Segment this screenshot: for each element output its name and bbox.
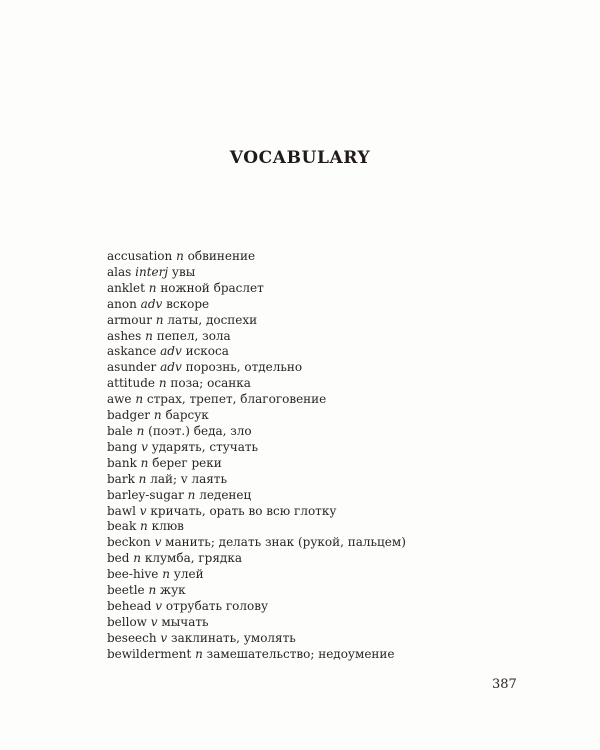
entry-word: bawl [107, 503, 136, 518]
entry-word: accusation [107, 249, 173, 263]
entry-translation: отрубать голову [165, 598, 269, 613]
vocabulary-entry [107, 281, 406, 297]
entry-translation: замешательство; недоумение [206, 646, 395, 661]
vocabulary-entry [107, 488, 406, 504]
vocabulary-entry [107, 615, 406, 631]
entry-word: bank [107, 455, 137, 470]
entry-part-of-speech: n [155, 312, 164, 327]
entry-part-of-speech: n [187, 487, 196, 502]
vocabulary-entry [107, 567, 406, 583]
entry-word: anon [107, 296, 137, 311]
entry-word: anklet [107, 280, 145, 295]
entry-translation: леденец [199, 487, 252, 502]
entry-word: behead [107, 598, 152, 613]
entry-translation: латы, доспехи [167, 312, 258, 327]
entry-part-of-speech: n [148, 583, 157, 598]
entry-translation: лай; v лаять [150, 471, 227, 486]
entry-translation: увы [171, 264, 196, 279]
vocabulary-entry [107, 535, 406, 551]
vocabulary-entry [107, 599, 406, 615]
entry-translation: барсук [165, 408, 209, 423]
entry-word: alas [107, 264, 132, 279]
entry-word: armour [107, 312, 152, 327]
entry-word: beseech [107, 630, 157, 645]
entry-part-of-speech: v [154, 535, 162, 550]
vocabulary-entry [107, 249, 406, 265]
entry-translation: кричать, орать во всю глотку [150, 503, 337, 518]
entry-translation: берег реки [152, 455, 222, 470]
entry-translation: заклинать, умолять [171, 630, 296, 645]
entry-word: bark [107, 471, 135, 486]
vocabulary-entry [107, 504, 406, 520]
vocabulary-entry [107, 519, 406, 535]
entry-word: barley-sugar [107, 487, 184, 502]
vocabulary-entry [107, 360, 406, 376]
vocabulary-entry [107, 472, 406, 488]
entry-translation: искоса [185, 344, 229, 359]
entry-word: bellow [107, 614, 147, 629]
entry-translation: обвинение [187, 249, 256, 263]
entry-part-of-speech: v [155, 598, 163, 613]
vocabulary-entry [107, 440, 406, 456]
entry-word: beckon [107, 535, 151, 550]
vocabulary-entry [107, 551, 406, 567]
entry-part-of-speech: n [148, 280, 157, 295]
entry-word: bang [107, 439, 138, 454]
vocabulary-entry [107, 297, 406, 313]
entry-part-of-speech: n [136, 423, 145, 438]
entry-part-of-speech: n [158, 376, 167, 391]
entry-translation: порознь, отдельно [185, 360, 303, 375]
entry-translation: улей [173, 567, 204, 582]
entry-translation: поза; осанка [170, 376, 251, 391]
entry-translation: мычать [161, 614, 209, 629]
entry-word: bed [107, 551, 130, 566]
page-number: 387 [492, 677, 517, 692]
vocabulary-entry [107, 583, 406, 599]
entry-part-of-speech: n [153, 408, 162, 423]
entry-word: bewilderment [107, 646, 192, 661]
entry-translation: ударять, стучать [151, 439, 259, 454]
entry-part-of-speech: n [176, 249, 184, 263]
entry-part-of-speech: v [141, 439, 148, 454]
entry-part-of-speech: adv [160, 344, 182, 359]
entry-part-of-speech: n [140, 519, 148, 534]
entry-translation: пепел, зола [156, 328, 231, 343]
vocabulary-entry [107, 376, 406, 392]
entry-translation: (поэт.) беда, зло [148, 423, 252, 438]
entry-part-of-speech: n [133, 551, 142, 566]
entry-part-of-speech: v [150, 614, 158, 629]
entry-word: beetle [107, 583, 145, 598]
vocabulary-list [107, 249, 406, 663]
entry-part-of-speech: v [160, 630, 168, 645]
entry-word: ashes [107, 328, 142, 343]
entry-word: badger [107, 408, 151, 423]
entry-word: bee-hive [107, 567, 159, 582]
page-title: VOCABULARY [229, 148, 371, 168]
entry-word: bale [107, 423, 133, 438]
entry-part-of-speech: n [145, 328, 153, 343]
entry-part-of-speech: n [140, 455, 149, 470]
entry-part-of-speech: n [162, 567, 170, 582]
entry-part-of-speech: n [195, 646, 203, 661]
entry-translation: вскоре [166, 296, 210, 311]
entry-translation: клюв [151, 519, 184, 534]
entry-part-of-speech: adv [140, 296, 163, 311]
entry-part-of-speech: n [135, 392, 144, 407]
entry-translation: жук [160, 583, 186, 598]
vocabulary-entry [107, 329, 406, 345]
entry-part-of-speech: v [139, 503, 147, 518]
vocabulary-entry [107, 456, 406, 472]
entry-part-of-speech: interj [135, 264, 169, 279]
vocabulary-entry [107, 647, 406, 663]
entry-translation: манить; делать знак (рукой, пальцем) [165, 535, 406, 550]
entry-translation: ножной браслет [160, 280, 264, 295]
vocabulary-entry [107, 631, 406, 647]
entry-part-of-speech: adv [160, 360, 182, 375]
entry-translation: клумба, грядка [144, 551, 242, 566]
vocabulary-entry [107, 392, 406, 408]
entry-word: askance [107, 344, 157, 359]
entry-part-of-speech: n [138, 471, 147, 486]
entry-word: attitude [107, 376, 155, 391]
entry-word: awe [107, 392, 132, 407]
vocabulary-entry [107, 313, 406, 329]
vocabulary-entry [107, 344, 406, 360]
vocabulary-entry [107, 424, 406, 440]
entry-word: asunder [107, 360, 157, 375]
entry-translation: страх, трепет, благоговение [146, 392, 327, 407]
vocabulary-entry [107, 265, 406, 281]
entry-word: beak [107, 519, 137, 534]
vocabulary-entry [107, 408, 406, 424]
